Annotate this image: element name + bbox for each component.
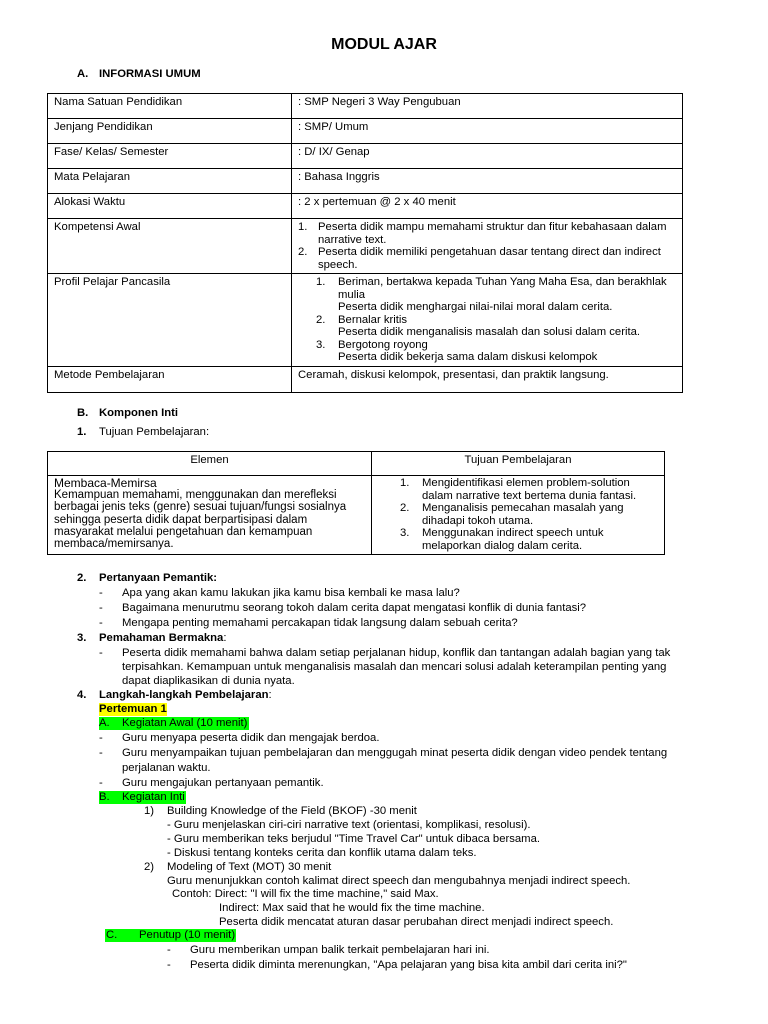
kompetensi-item: 2. Peserta didik memiliki pengetahuan dasar tentang direct dan indirect speech. [298, 246, 661, 271]
pemahaman-line: dapat diaplikasikan di dunia nyata. [122, 675, 295, 687]
info-value: : SMP/ Umum [292, 119, 683, 144]
pemantik-dash: - [99, 602, 103, 614]
langkah-heading-wrap: Langkah-langkah Pembelajaran: [99, 689, 272, 701]
mot-num: 2) [144, 861, 155, 873]
awal-item: Guru mengajukan pertanyaan pemantik. [122, 777, 324, 789]
informasi-umum-table [47, 93, 683, 393]
kompetensi-row [48, 219, 683, 274]
awal-item: Guru menyapa peserta didik dan mengajak berdoa. [122, 732, 380, 744]
pertemuan-label: Pertemuan 1 [99, 703, 167, 715]
tujuan-item: 2. Menganalisis pemecahan masalah yang dihadapi tokoh utama. [400, 502, 624, 527]
pemahaman-heading: Pemahaman Bermakna [99, 632, 224, 644]
kegiatan-awal-heading: A. Kegiatan Awal (10 menit) [99, 717, 248, 729]
tujuan-item: 1. Mengidentifikasi elemen problem-solution dalam narrative text bertema dunia fantasi. [400, 477, 637, 502]
langkah-num: 4. [77, 689, 87, 701]
penutup-item: Guru memberikan umpan balik terkait pembelajaran hari ini. [190, 944, 490, 956]
profil-label: Profil Pelajar Pancasila [48, 274, 292, 367]
pemantik-heading: Pertanyaan Pemantik: [99, 572, 218, 584]
info-row [48, 119, 683, 144]
bkof-num: 1) [144, 805, 155, 817]
tujuan-label: Tujuan Pembelajaran: [99, 426, 210, 438]
tujuan-table [47, 451, 665, 555]
tujuan-table-header [48, 452, 665, 476]
mot-indirect: Indirect: Max said that he would fix the time machine. [219, 902, 485, 914]
metode-row [48, 366, 683, 392]
pemahaman-heading-wrap: Pemahaman Bermakna: [99, 632, 227, 644]
penutup-heading: C. Penutup (10 menit) [106, 929, 236, 941]
info-label: Fase/ Kelas/ Semester [48, 144, 292, 169]
pemantik-item: Bagaimana menurutmu seorang tokoh dalam cerita dapat mengatasi konflik di dunia fantasi? [122, 602, 587, 614]
col-header-tujuan: Tujuan Pembelajaran [372, 452, 665, 476]
bkof-title: Building Knowledge of the Field (BKOF) -30 menit [167, 805, 417, 817]
elemen-desc: Kemampuan memahami, menggunakan dan merefleksi berbagai jenis teks (genre) sesuai tujuan/fungsi sosialnya sehingga peserta didik dapat berpartisipasi dalam masyarakat melalui pengetahuan dan kemampuan membaca/memirsanya. [54, 489, 347, 551]
pemantik-dash: - [99, 587, 103, 599]
info-label: Mata Pelajaran [48, 169, 292, 194]
langkah-heading: Langkah-langkah Pembelajaran [99, 689, 269, 701]
tujuan-num: 1. [77, 426, 87, 438]
info-row [48, 94, 683, 119]
penutup-dash: - [167, 944, 171, 956]
pemahaman-dash: - [99, 647, 103, 659]
kompetensi-item: 1. Peserta didik mampu memahami struktur dan fitur kebahasaan dalam narrative text. [298, 221, 667, 246]
bkof-line: - Guru menjelaskan ciri-ciri narrative text (orientasi, komplikasi, resolusi). [167, 819, 531, 831]
bkof-line: - Guru memberikan teks berjudul "Time Travel Car" untuk dibaca bersama. [167, 833, 541, 845]
info-label: Nama Satuan Pendidikan [48, 94, 292, 119]
tujuan-table-row [48, 476, 665, 555]
info-value: : Bahasa Inggris [292, 169, 683, 194]
info-value: : 2 x pertemuan @ 2 x 40 menit [292, 194, 683, 219]
pemantik-item: Apa yang akan kamu lakukan jika kamu bisa kembali ke masa lalu? [122, 587, 460, 599]
bkof-line: - Diskusi tentang konteks cerita dan konflik utama dalam teks. [167, 847, 477, 859]
profil-row [48, 274, 683, 367]
pemantik-num: 2. [77, 572, 87, 584]
pemahaman-line: Peserta didik memahami bahwa dalam setiap perjalanan hidup, konflik dan tantangan adalah bagian yang tak [122, 647, 671, 659]
awal-dash: - [99, 777, 103, 789]
section-a-heading: INFORMASI UMUM [99, 68, 201, 80]
kompetensi-label: Kompetensi Awal [48, 219, 292, 274]
page-title: MODUL AJAR [331, 36, 437, 53]
profil-item: 2. Bernalar kritis Peserta didik menganalisis masalah dan solusi dalam cerita. [316, 313, 641, 338]
penutup-item: Peserta didik diminta merenungkan, "Apa pelajaran yang bisa kita ambil dari cerita ini?" [190, 959, 627, 971]
info-row [48, 144, 683, 169]
mot-contoh: Contoh: Direct: "I will fix the time machine," said Max. [172, 888, 439, 900]
info-value: : D/ IX/ Genap [292, 144, 683, 169]
info-row [48, 169, 683, 194]
pemahaman-line: terpisahkan. Kemampuan untuk menganalisis masalah dan mencari solusi adalah keterampilan penting yang [122, 661, 667, 673]
col-header-elemen: Elemen [48, 452, 372, 476]
tujuan-item: 3. Menggunakan indirect speech untuk melaporkan dialog dalam cerita. [400, 527, 604, 552]
pemantik-item: Mengapa penting memahami percakapan tidak langsung dalam sebuah cerita? [122, 617, 518, 629]
metode-value: Ceramah, diskusi kelompok, presentasi, dan praktik langsung. [292, 366, 683, 392]
pemantik-dash: - [99, 617, 103, 629]
kegiatan-inti-heading: B. Kegiatan Inti [99, 791, 185, 803]
awal-dash: - [99, 747, 103, 759]
section-a-letter: A. [77, 68, 89, 80]
section-b-heading: Komponen Inti [99, 407, 179, 419]
section-b-letter: B. [77, 407, 89, 419]
awal-item-cont: perjalanan waktu. [122, 762, 211, 774]
pemahaman-num: 3. [77, 632, 87, 644]
awal-dash: - [99, 732, 103, 744]
penutup-dash: - [167, 959, 171, 971]
awal-item: Guru menyampaikan tujuan pembelajaran dan menggugah minat peserta didik dengan video pendek tentang [122, 747, 668, 759]
mot-line: Guru menunjukkan contoh kalimat direct speech dan mengubahnya menjadi indirect speech. [167, 875, 631, 887]
elemen-title: Membaca-Memirsa [54, 476, 157, 490]
profil-item: 1. Beriman, bertakwa kepada Tuhan Yang Maha Esa, dan berakhlak mulia Peserta didik menghargai nilai-nilai moral dalam cerita. [316, 276, 667, 313]
info-value: : SMP Negeri 3 Way Pengubuan [292, 94, 683, 119]
metode-label: Metode Pembelajaran [48, 366, 292, 392]
mot-title: Modeling of Text (MOT) 30 menit [167, 861, 332, 873]
profil-item: 3. Bergotong royong Peserta didik bekerja sama dalam diskusi kelompok [316, 338, 598, 363]
info-label: Jenjang Pendidikan [48, 119, 292, 144]
mot-catat: Peserta didik mencatat aturan dasar perubahan direct menjadi indirect speech. [219, 916, 614, 928]
info-row [48, 194, 683, 219]
info-label: Alokasi Waktu [48, 194, 292, 219]
